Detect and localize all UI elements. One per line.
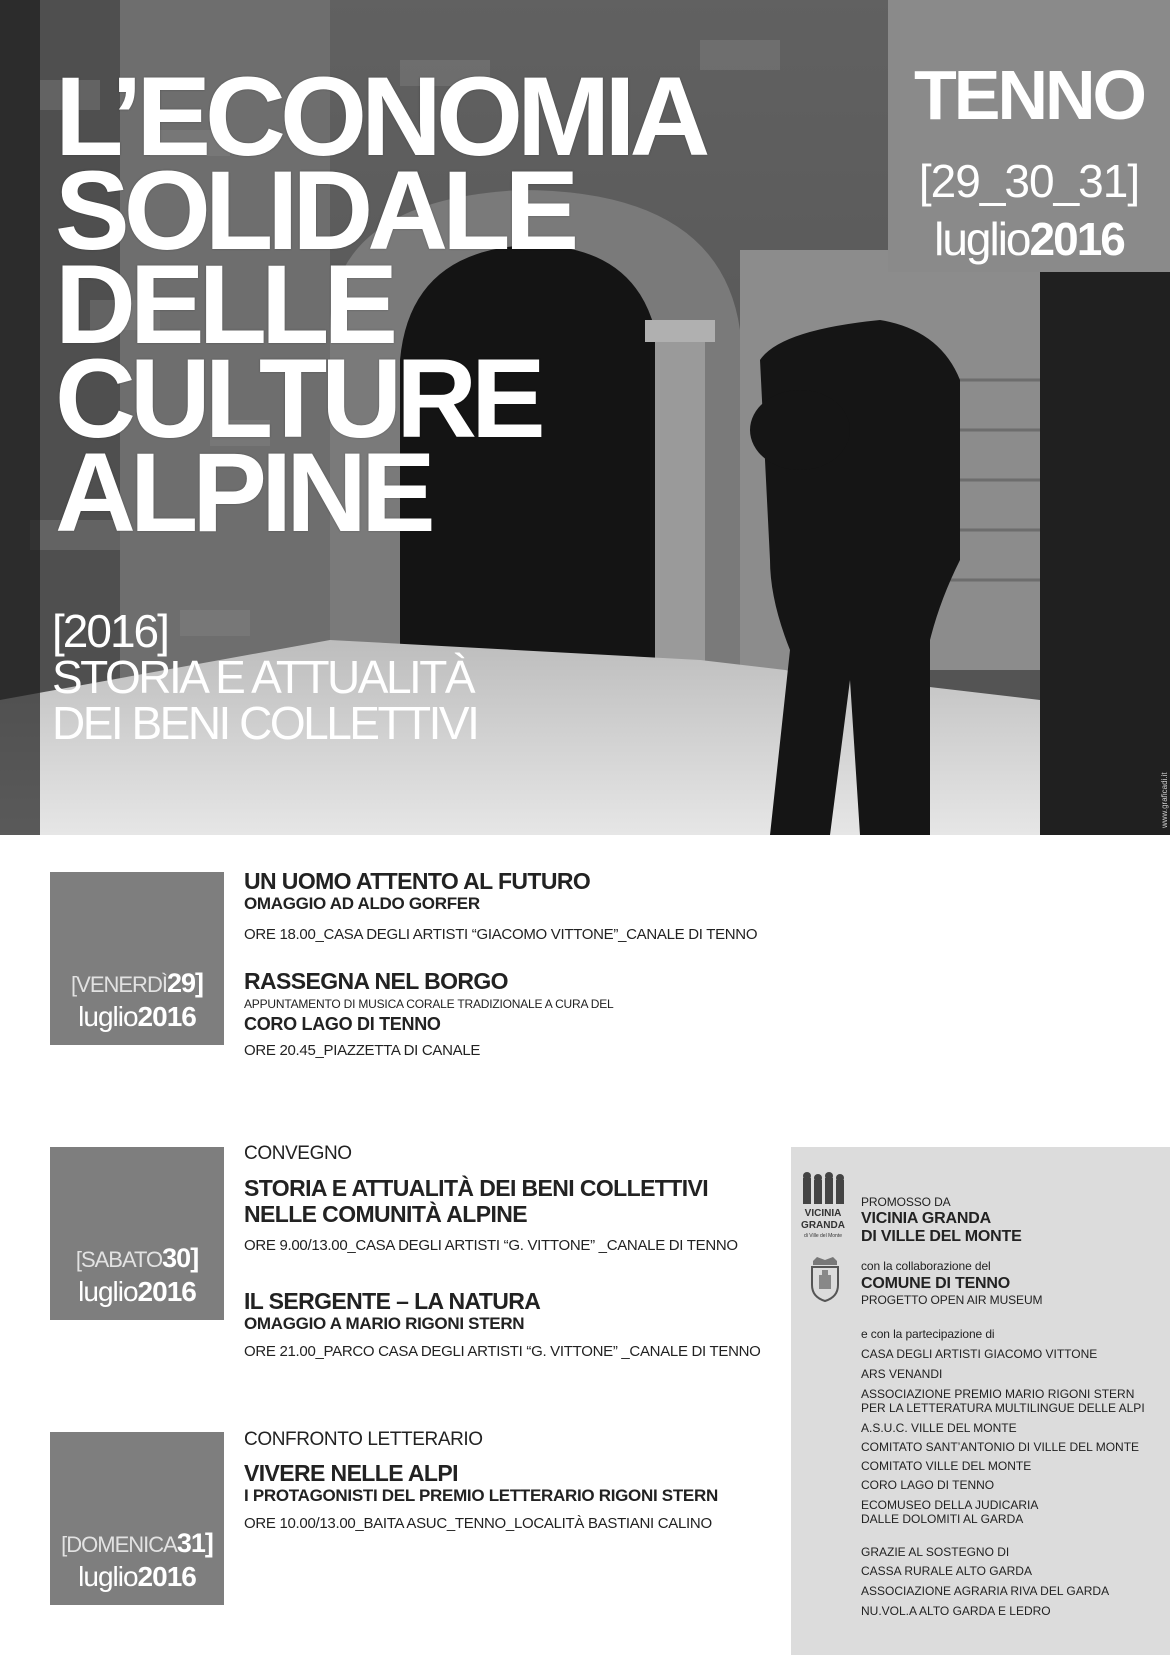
supporter-item: CASSA RURALE ALTO GARDA bbox=[861, 1564, 1032, 1578]
subtitle-line-1: STORIA E ATTUALITÀ bbox=[52, 651, 474, 703]
title-line-1: L’ECONOMIA bbox=[55, 54, 705, 179]
event-info: ORE 20.45_PIAZZETTA DI CANALE bbox=[244, 1042, 481, 1059]
event-note: APPUNTAMENTO DI MUSICA CORALE TRADIZIONALE A CURA DEL bbox=[244, 997, 614, 1011]
event-title: UN UOMO ATTENTO AL FUTURO bbox=[244, 868, 591, 894]
vicinia-logo-word-1: VICINIA bbox=[804, 1208, 842, 1219]
day-name-saturday: [SABATO30] bbox=[75, 1243, 199, 1273]
date-days: [29_30_31] bbox=[918, 155, 1140, 207]
event-subtitle: I PROTAGONISTI DEL PREMIO LETTERARIO RIGONI STERN bbox=[244, 1486, 718, 1505]
event-info: ORE 10.00/13.00_BAITA ASUC_TENNO_LOCALITÀ BASTIANI CALINO bbox=[244, 1515, 712, 1532]
collab-name: COMUNE DI TENNO bbox=[861, 1275, 1011, 1292]
promoter-line-1: VICINIA GRANDA bbox=[861, 1210, 991, 1227]
title-line-5: ALPINE bbox=[55, 430, 430, 555]
title-line-3: DELLE bbox=[55, 242, 393, 367]
subtitle-line-2: DEI BENI COLLETTIVI bbox=[52, 697, 478, 749]
main-title bbox=[55, 54, 855, 555]
vicinia-granda-logo bbox=[799, 1172, 847, 1242]
day-name-sunday: [DOMENICA31] bbox=[61, 1528, 213, 1558]
partner-item: COMITATO SANT’ANTONIO DI VILLE DEL MONTE bbox=[861, 1440, 1140, 1454]
photo-credit bbox=[1150, 700, 1170, 830]
event-title: STORIA E ATTUALITÀ DEI BENI COLLETTIVI bbox=[244, 1175, 709, 1201]
partner-item: ARS VENANDI bbox=[861, 1367, 943, 1381]
partner-label: e con la partecipazione di bbox=[861, 1327, 995, 1341]
event-saturday-2 bbox=[244, 1288, 761, 1361]
date-city: TENNO bbox=[914, 56, 1144, 134]
event-kicker: CONFRONTO LETTERARIO bbox=[244, 1429, 483, 1450]
event-title: RASSEGNA NEL BORGO bbox=[244, 968, 508, 994]
event-saturday-1 bbox=[244, 1175, 738, 1255]
partner-item: DALLE DOLOMITI AL GARDA bbox=[861, 1512, 1024, 1526]
collab-label: con la collaborazione del bbox=[861, 1259, 991, 1273]
photo-credit-text: www.graficadi.it bbox=[1160, 772, 1169, 828]
date-month: luglio bbox=[934, 213, 1030, 265]
event-info: ORE 9.00/13.00_CASA DEGLI ARTISTI “G. VITTONE” _CANALE DI TENNO bbox=[244, 1237, 738, 1254]
partner-item: ECOMUSEO DELLA JUDICARIA bbox=[861, 1498, 1039, 1512]
supporter-item: ASSOCIAZIONE AGRARIA RIVA DEL GARDA bbox=[861, 1584, 1110, 1598]
event-kicker: CONVEGNO bbox=[244, 1143, 352, 1164]
event-subtitle: OMAGGIO A MARIO RIGONI STERN bbox=[244, 1314, 525, 1333]
day-month-friday: luglio2016 bbox=[78, 1001, 196, 1032]
title-line-4: CULTURE bbox=[55, 336, 540, 461]
day-box-sunday bbox=[50, 1432, 224, 1605]
support-label: GRAZIE AL SOSTEGNO DI bbox=[861, 1545, 1010, 1559]
date-year: 2016 bbox=[1029, 213, 1124, 265]
partner-item: COMITATO VILLE DEL MONTE bbox=[861, 1459, 1032, 1473]
date-month-year bbox=[888, 213, 1170, 265]
promoted-label: PROMOSSO DA bbox=[861, 1195, 951, 1209]
event-sunday-1 bbox=[244, 1460, 718, 1533]
event-friday-1 bbox=[244, 868, 757, 944]
vicinia-logo-word-2: GRANDA bbox=[801, 1220, 845, 1231]
day-box-saturday bbox=[50, 1147, 224, 1320]
partner-item: PER LA LETTERATURA MULTILINGUE DELLE ALPI bbox=[861, 1401, 1145, 1415]
comune-tenno-crest-icon bbox=[807, 1255, 843, 1303]
subtitle-block bbox=[52, 605, 752, 749]
day-month-saturday: luglio2016 bbox=[78, 1276, 196, 1307]
event-title: VIVERE NELLE ALPI bbox=[244, 1460, 458, 1486]
partner-item: CORO LAGO DI TENNO bbox=[861, 1478, 995, 1492]
date-box bbox=[888, 0, 1170, 272]
event-subtitle: OMAGGIO AD ALDO GORFER bbox=[244, 894, 480, 913]
event-title-line-2: NELLE COMUNITÀ ALPINE bbox=[244, 1201, 527, 1227]
title-line-2: SOLIDALE bbox=[55, 148, 574, 273]
promoter-line-2: DI VILLE DEL MONTE bbox=[861, 1228, 1022, 1245]
supporter-item: NU.VOL.A ALTO GARDA E LEDRO bbox=[861, 1604, 1051, 1618]
event-title: IL SERGENTE – LA NATURA bbox=[244, 1288, 541, 1314]
partner-item: A.S.U.C. VILLE DEL MONTE bbox=[861, 1421, 1017, 1435]
partner-item: ASSOCIAZIONE PREMIO MARIO RIGONI STERN bbox=[861, 1387, 1135, 1401]
event-subtitle: CORO LAGO DI TENNO bbox=[244, 1014, 441, 1034]
event-friday-2 bbox=[244, 968, 614, 1060]
day-month-sunday: luglio2016 bbox=[78, 1561, 196, 1592]
event-info: ORE 21.00_PARCO CASA DEGLI ARTISTI “G. VITTONE” _CANALE DI TENNO bbox=[244, 1343, 761, 1360]
vicinia-logo-word-3: di Ville del Monte bbox=[804, 1233, 842, 1239]
collab-project: PROGETTO OPEN AIR MUSEUM bbox=[861, 1293, 1043, 1307]
subtitle-year: [2016] bbox=[52, 605, 168, 657]
day-box-friday bbox=[50, 872, 224, 1045]
event-info: ORE 18.00_CASA DEGLI ARTISTI “GIACOMO VITTONE”_CANALE DI TENNO bbox=[244, 926, 758, 943]
event-saturday-kicker bbox=[244, 1143, 352, 1165]
day-name-friday: [VENERDÌ29] bbox=[71, 968, 203, 998]
event-sunday-kicker bbox=[244, 1429, 483, 1451]
partner-item: CASA DEGLI ARTISTI GIACOMO VITTONE bbox=[861, 1347, 1098, 1361]
